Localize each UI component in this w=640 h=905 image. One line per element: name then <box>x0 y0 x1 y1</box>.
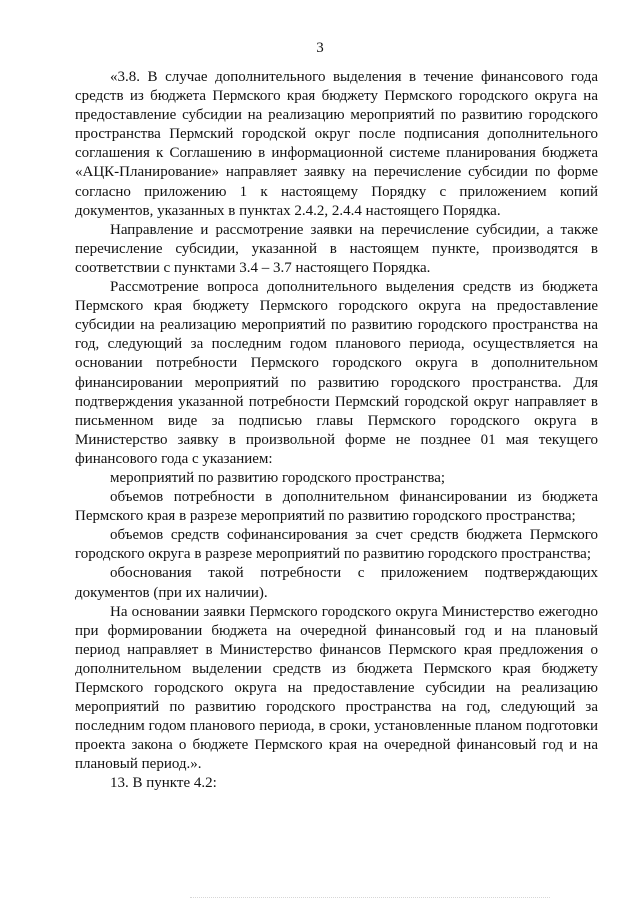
page-number: 3 <box>316 40 324 56</box>
paragraph-additional-funding: Рассмотрение вопроса дополнительного выделения средств из бюджета Пермского края бюджету Пермского городского округа на предоставление субсидии на реализацию мероприятий по развитию городского пространства на год, следующий за последним годом планового периода, осуществляется на основании потребности Пермского городского округа в дополнительном финансировании мероприятий по развитию городского пространства. Для подтверждения указанной потребности Пермский городской округ направляет в письменном виде за подписью главы Пермского городского округа в Министерство заявку в произвольной форме не позднее 01 мая текущего финансового года с указанием: <box>75 279 598 467</box>
paragraph-item-13: 13. В пункте 4.2: <box>110 775 217 792</box>
list-item-activities: мероприятий по развитию городского пространства; <box>110 469 446 486</box>
list-item-justification: обоснования такой потребности с приложением подтверждающих документов (при их наличии). <box>75 565 598 601</box>
list-item-funding-volumes: объемов потребности в дополнительном финансировании из бюджета Пермского края в разрезе мероприятий по развитию городского пространства; <box>75 489 598 525</box>
scan-artifact <box>190 897 550 901</box>
paragraph-ministry-proposals: На основании заявки Пермского городского округа Министерство ежегодно при формировании бюджета на очередной финансовый год и на плановый период направляет в Министерство финансов Пермского края предложения о дополнительном выделении средств из бюджета Пермского края бюджету Пермского городского округа на предоставление субсидии на реализацию мероприятий по развитию городского пространства на год, следующий за последним годом планового периода, в сроки, установленные планом подготовки проекта закона о бюджете Пермского края на очередной финансовый год и на плановый период.». <box>75 603 598 773</box>
paragraph-3-8: «3.8. В случае дополнительного выделения в течение финансового года средств из бюджета Пермского края бюджету Пермского городского округа на предоставление субсидии на реализацию мероприятий по развитию городского пространства Пермский городской округ после подписания дополнительного соглашения к Соглашению в информационной системе планирования бюджета «АЦК-Планирование» направляет заявку на перечисление субсидии по форме согласно приложению 1 к настоящему Порядку с приложением копий документов, указанных в пунктах 2.4.2, 2.4.4 настоящего Порядка. <box>75 69 598 219</box>
document-body <box>75 68 598 794</box>
paragraph-submission-review: Направление и рассмотрение заявки на перечисление субсидии, а также перечисление субсидии, указанной в настоящем пункте, производятся в соответствии с пунктами 3.4 – 3.7 настоящего Порядка. <box>75 221 598 276</box>
list-item-cofinancing: объемов средств софинансирования за счет средств бюджета Пермского городского округа в разрезе мероприятий по развитию городского пространства; <box>75 527 598 563</box>
